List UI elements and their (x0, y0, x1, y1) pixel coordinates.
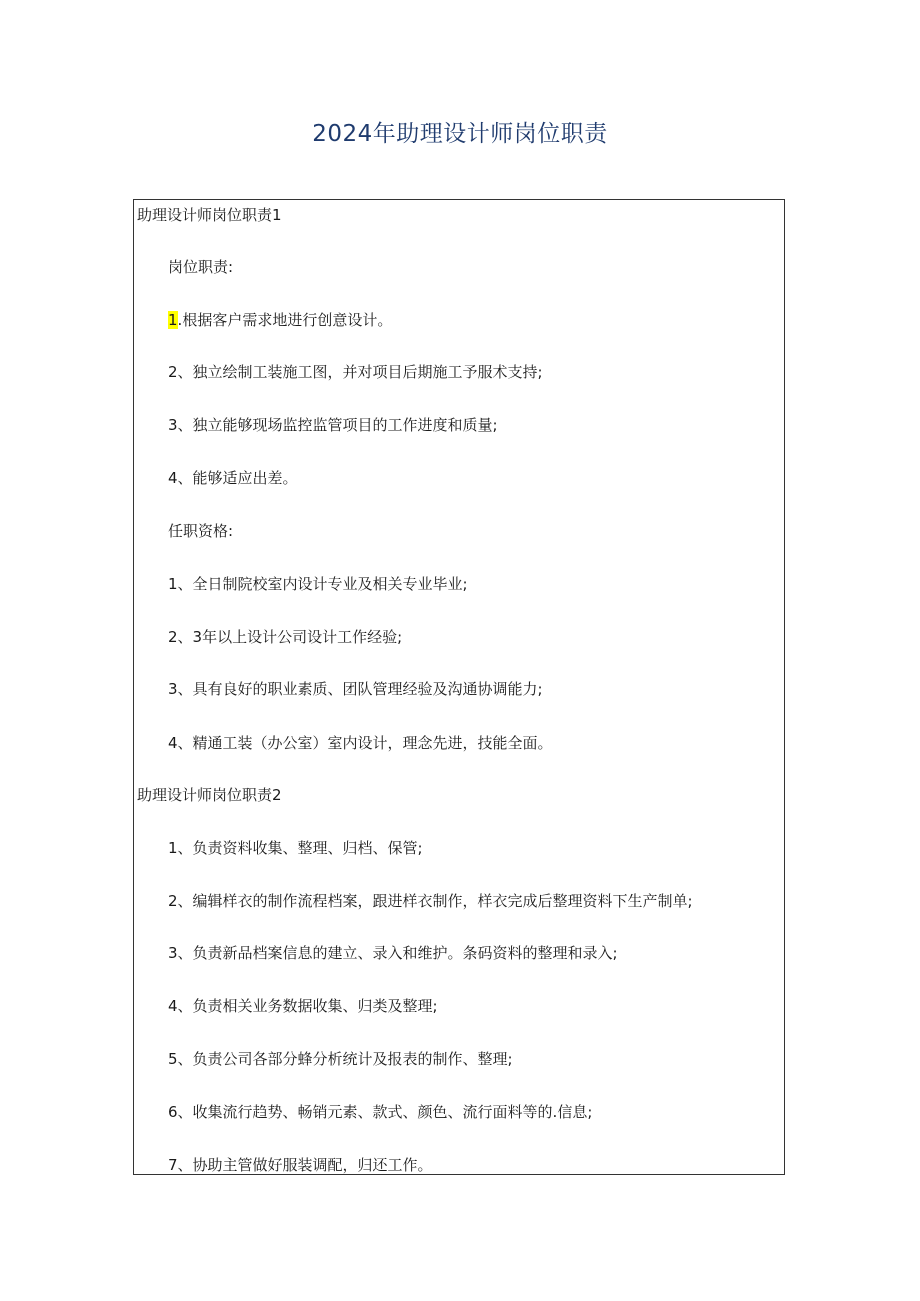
page-title: 2024年助理设计师岗位职责 (312, 121, 608, 147)
list-item: 2、3年以上设计公司设计工作经验; (168, 628, 403, 646)
list-item: 6、收集流行趋势、畅销元素、款式、颜色、流行面料等的.信息; (168, 1103, 593, 1121)
list-item: 2、独立绘制工装施工图，并对项目后期施工予服术支持; (168, 363, 543, 381)
list-item: 4、负责相关业务数据收集、归类及整理; (168, 997, 438, 1015)
list-item: 4、精通工装（办公室）室内设计，理念先进，技能全面。 (168, 734, 553, 752)
list-item: 3、独立能够现场监控监管项目的工作进度和质量; (168, 416, 498, 434)
list-item: 5、负责公司各部分蜂分析统计及报表的制作、整理; (168, 1050, 513, 1068)
list-item: 4、能够适应出差。 (168, 469, 298, 487)
list-item-highlighted (168, 309, 392, 331)
list-item: 岗位职责: (168, 258, 234, 276)
content-box (133, 199, 785, 1175)
list-item: 7、协助主管做好服装调配，归还工作。 (168, 1156, 433, 1174)
list-item: 3、具有良好的职业素质、团队管理经验及沟通协调能力; (168, 680, 543, 698)
list-item-text: .根据客户需求地进行创意设计。 (177, 311, 393, 329)
list-item: 2、编辑样衣的制作流程档案，跟进样衣制作，样衣完成后整理资料下生产制单; (168, 892, 693, 910)
list-item: 任职资格: (168, 522, 234, 540)
list-item: 3、负责新品档案信息的建立、录入和维护。条码资料的整理和录入; (168, 944, 618, 962)
section-heading-2: 助理设计师岗位职责2 (137, 786, 282, 804)
list-item: 1、全日制院校室内设计专业及相关专业毕业; (168, 575, 468, 593)
list-item: 1、负责资料收集、整理、归档、保管; (168, 839, 423, 857)
text-highlight: 1 (168, 311, 178, 329)
section-heading-1: 助理设计师岗位职责1 (137, 206, 282, 224)
